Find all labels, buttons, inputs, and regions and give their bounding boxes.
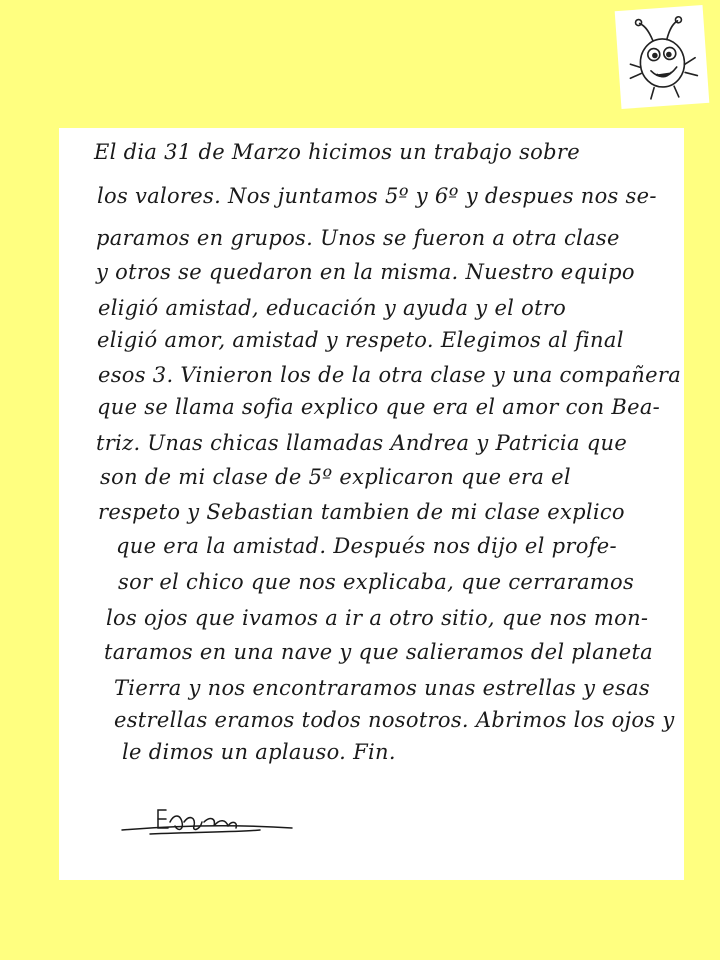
letter-line: respeto y Sebastian tambien de mi clase explico	[98, 500, 625, 524]
letter-line: y otros se quedaron en la misma. Nuestro equipo	[96, 260, 635, 284]
letter-line: paramos en grupos. Unos se fueron a otra clase	[96, 226, 620, 250]
letter-line: eligió amistad, educación y ayuda y el otro	[98, 296, 567, 320]
letter-line: son de mi clase de 5º explicaron que era el	[100, 465, 571, 489]
letter-line: sor el chico que nos explicaba, que cerraramos	[118, 570, 635, 594]
letter-line: esos 3. Vinieron los de la otra clase y una compañera	[98, 363, 682, 387]
signature	[120, 800, 295, 842]
letter-line: que se llama sofia explico que era el amor con Bea-	[97, 395, 661, 419]
letter-line: Tierra y nos encontraramos unas estrellas y esas	[114, 676, 651, 700]
letter-line: taramos en una nave y que salieramos del planeta	[104, 640, 653, 664]
smiling-creature-icon	[615, 5, 710, 109]
letter-line: los ojos que ivamos a ir a otro sitio, que nos mon-	[106, 606, 649, 630]
letter-line: los valores. Nos juntamos 5º y 6º y despues nos se-	[97, 184, 657, 208]
letter-line: eligió amor, amistad y respeto. Elegimos al final	[97, 328, 624, 352]
letter-line: que era la amistad. Después nos dijo el profe-	[116, 534, 617, 558]
cartoon-sticker	[615, 5, 710, 109]
letter-line: le dimos un aplauso. Fin.	[122, 740, 396, 764]
letter-line: triz. Unas chicas llamadas Andrea y Patricia que	[96, 431, 628, 455]
letter-line: estrellas eramos todos nosotros. Abrimos los ojos y	[114, 708, 675, 732]
letter-line: El dia 31 de Marzo hicimos un trabajo sobre	[94, 140, 580, 164]
